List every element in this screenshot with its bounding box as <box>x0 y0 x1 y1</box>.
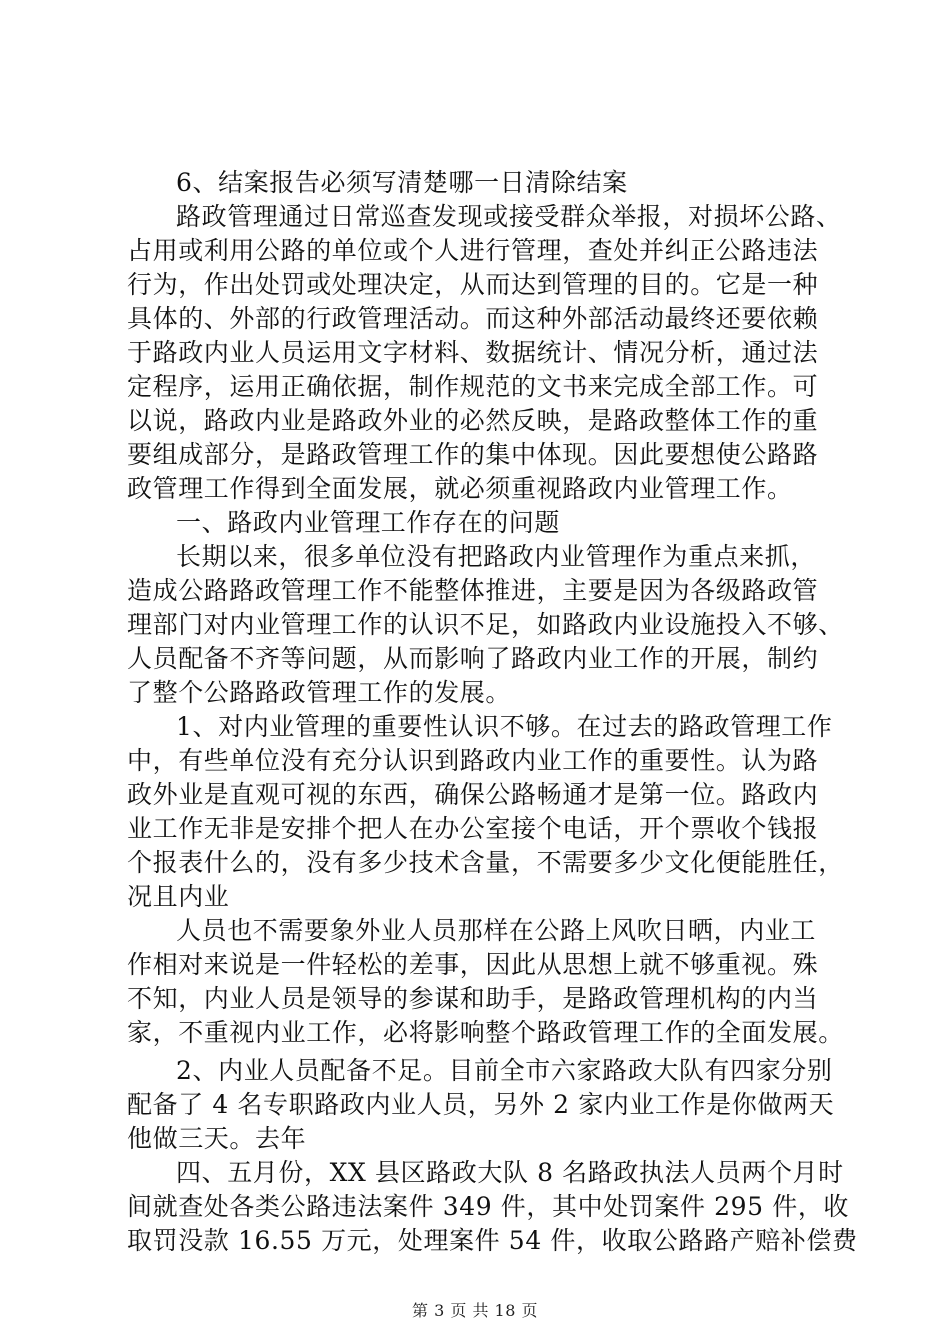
text-line: 政外业是直观可视的东西，确保公路畅通才是第一位。路政内 <box>127 780 819 809</box>
text-line: 6、结案报告必须写清楚哪一日清除结案 <box>176 168 628 197</box>
text-line: 了整个公路路政管理工作的发展。 <box>127 678 512 707</box>
text-line: 配备了 4 名专职路政内业人员，另外 2 家内业工作是你做两天 <box>127 1090 835 1119</box>
text-line: 间就查处各类公路违法案件 349 件，其中处罚案件 295 件，收 <box>127 1192 850 1221</box>
text-line: 路政管理通过日常巡查发现或接受群众举报，对损坏公路、 <box>176 202 842 231</box>
text-line: 占用或利用公路的单位或个人进行管理，查处并纠正公路违法 <box>127 236 819 265</box>
text-line: 定程序，运用正确依据，制作规范的文书来完成全部工作。可 <box>127 372 819 401</box>
text-line: 2、内业人员配备不足。目前全市六家路政大队有四家分别 <box>176 1056 833 1085</box>
text-line: 具体的、外部的行政管理活动。而这种外部活动最终还要依赖 <box>127 304 819 333</box>
text-line: 行为，作出处罚或处理决定，从而达到管理的目的。它是一种 <box>127 270 819 299</box>
text-line: 要组成部分，是路政管理工作的集中体现。因此要想使公路路 <box>127 440 819 469</box>
text-line: 取罚没款 16.55 万元，处理案件 54 件，收取公路路产赔补偿费 <box>127 1226 858 1255</box>
text-line: 不知，内业人员是领导的参谋和助手，是路政管理机构的内当 <box>127 984 819 1013</box>
text-line: 家，不重视内业工作，必将影响整个路政管理工作的全面发展。 <box>127 1018 844 1047</box>
text-line: 造成公路路政管理工作不能整体推进，主要是因为各级路政管 <box>127 576 819 605</box>
text-line: 四、五月份，XX 县区路政大队 8 名路政执法人员两个月时 <box>176 1158 844 1187</box>
text-line: 中，有些单位没有充分认识到路政内业工作的重要性。认为路 <box>127 746 819 775</box>
text-line: 于路政内业人员运用文字材料、数据统计、情况分析，通过法 <box>127 338 819 367</box>
text-line: 理部门对内业管理工作的认识不足，如路政内业设施投入不够、 <box>127 610 844 639</box>
text-line: 1、对内业管理的重要性认识不够。在过去的路政管理工作 <box>176 712 833 741</box>
text-line: 以说，路政内业是路政外业的必然反映，是路政整体工作的重 <box>127 406 819 435</box>
page-number-footer: 第 3 页 共 18 页 <box>412 1301 538 1320</box>
text-line: 况且内业 <box>127 882 230 911</box>
text-line: 长期以来，很多单位没有把路政内业管理作为重点来抓， <box>176 542 817 571</box>
text-line: 作相对来说是一件轻松的差事，因此从思想上就不够重视。殊 <box>127 950 819 979</box>
section-heading: 一、路政内业管理工作存在的问题 <box>176 508 561 537</box>
text-line: 他做三天。去年 <box>127 1124 307 1153</box>
text-line: 人员也不需要象外业人员那样在公路上风吹日晒，内业工 <box>176 916 817 945</box>
text-line: 业工作无非是安排个把人在办公室接个电话，开个票收个钱报 <box>127 814 819 843</box>
text-line: 个报表什么的，没有多少技术含量，不需要多少文化便能胜任， <box>127 848 844 877</box>
text-line: 人员配备不齐等问题，从而影响了路政内业工作的开展，制约 <box>127 644 819 673</box>
text-line: 政管理工作得到全面发展，就必须重视路政内业管理工作。 <box>127 474 793 503</box>
